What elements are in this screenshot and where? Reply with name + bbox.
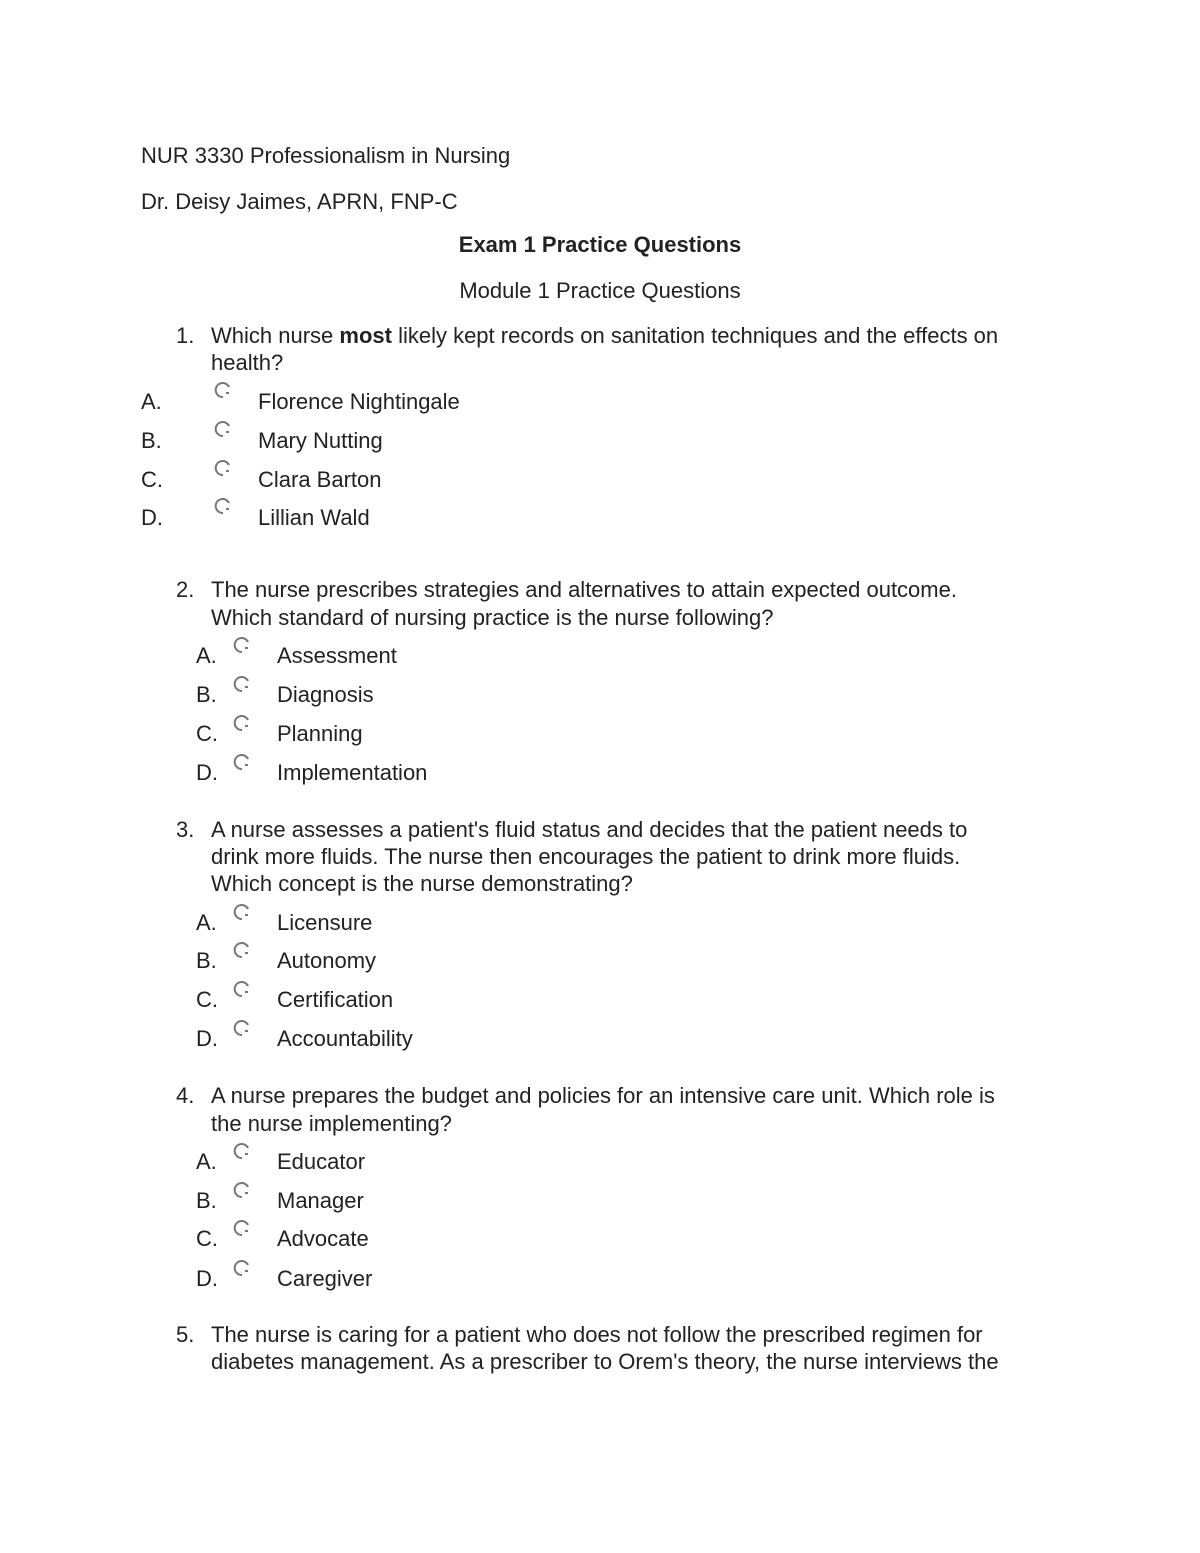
question-text-line: The nurse prescribes strategies and alternatives to attain expected outcome. xyxy=(211,577,957,602)
question-text-line: The nurse is caring for a patient who does not follow the prescribed regimen for xyxy=(211,1322,983,1347)
option-text: Educator xyxy=(277,1149,366,1174)
radio-button-icon[interactable] xyxy=(233,1019,251,1037)
radio-button-icon[interactable] xyxy=(214,497,232,515)
option-letter: A. xyxy=(141,389,162,414)
option-text: Accountability xyxy=(277,1026,413,1051)
radio-button-icon[interactable] xyxy=(214,420,232,438)
radio-button-icon[interactable] xyxy=(233,941,251,959)
radio-button-icon[interactable] xyxy=(233,714,251,732)
question-text-line: Which concept is the nurse demonstrating? xyxy=(211,871,633,896)
option-text: Planning xyxy=(277,721,363,746)
radio-button-icon[interactable] xyxy=(233,980,251,998)
option-letter: A. xyxy=(196,643,217,668)
option-letter: C. xyxy=(141,467,163,492)
option-text: Caregiver xyxy=(277,1266,373,1291)
question-text-part: Which nurse xyxy=(211,323,340,348)
radio-button-icon[interactable] xyxy=(214,459,232,477)
question-number: 5. xyxy=(176,1322,195,1347)
option-letter: D. xyxy=(196,760,218,785)
option-letter: B. xyxy=(196,1188,217,1213)
question-text-part: likely kept records on sanitation techniques and the effects on xyxy=(391,323,999,348)
radio-button-icon[interactable] xyxy=(233,1259,251,1277)
question-text-line: the nurse implementing? xyxy=(211,1111,452,1136)
radio-button-icon[interactable] xyxy=(233,675,251,693)
question-text-line: drink more fluids. The nurse then encourages the patient to drink more fluids. xyxy=(211,844,961,869)
option-text: Mary Nutting xyxy=(258,428,383,453)
option-text: Florence Nightingale xyxy=(258,389,460,414)
option-letter: A. xyxy=(196,1149,217,1174)
radio-button-icon[interactable] xyxy=(233,903,251,921)
option-text: Assessment xyxy=(277,643,397,668)
question-text-line: A nurse assesses a patient's fluid status and decides that the patient needs to xyxy=(211,817,968,842)
option-text: Manager xyxy=(277,1188,364,1213)
radio-button-icon[interactable] xyxy=(233,636,251,654)
radio-button-icon[interactable] xyxy=(233,1219,251,1237)
question-number: 1. xyxy=(176,323,195,348)
question-number: 3. xyxy=(176,817,195,842)
option-letter: B. xyxy=(141,428,162,453)
option-letter: B. xyxy=(196,948,217,973)
option-letter: D. xyxy=(196,1266,218,1291)
radio-button-icon[interactable] xyxy=(214,381,232,399)
option-text: Advocate xyxy=(277,1226,369,1251)
option-text: Certification xyxy=(277,987,394,1012)
instructor-name: Dr. Deisy Jaimes, APRN, FNP-C xyxy=(141,189,458,214)
exam-title: Exam 1 Practice Questions xyxy=(458,232,742,257)
radio-button-icon[interactable] xyxy=(233,753,251,771)
option-letter: A. xyxy=(196,910,217,935)
radio-button-icon[interactable] xyxy=(233,1142,251,1160)
radio-button-icon[interactable] xyxy=(233,1181,251,1199)
emphasis-word: most xyxy=(339,323,392,348)
option-text: Lillian Wald xyxy=(258,505,370,530)
option-letter: C. xyxy=(196,1226,218,1251)
option-text: Clara Barton xyxy=(258,467,382,492)
option-letter: C. xyxy=(196,721,218,746)
option-letter: C. xyxy=(196,987,218,1012)
option-text: Autonomy xyxy=(277,948,377,973)
question-text-line: health? xyxy=(211,350,284,375)
option-text: Diagnosis xyxy=(277,682,374,707)
option-letter: B. xyxy=(196,682,217,707)
option-letter: D. xyxy=(196,1026,218,1051)
option-letter: D. xyxy=(141,505,163,530)
option-text: Licensure xyxy=(277,910,373,935)
question-text-line: diabetes management. As a prescriber to Orem's theory, the nurse interviews the xyxy=(211,1349,999,1374)
question-text xyxy=(211,322,998,349)
question-number: 4. xyxy=(176,1083,195,1108)
module-subtitle: Module 1 Practice Questions xyxy=(459,278,741,303)
question-text-line: Which standard of nursing practice is the nurse following? xyxy=(211,605,774,630)
question-text-line: A nurse prepares the budget and policies for an intensive care unit. Which role is xyxy=(211,1083,995,1108)
question-number: 2. xyxy=(176,577,195,602)
option-text: Implementation xyxy=(277,760,428,785)
course-title: NUR 3330 Professionalism in Nursing xyxy=(141,143,511,168)
